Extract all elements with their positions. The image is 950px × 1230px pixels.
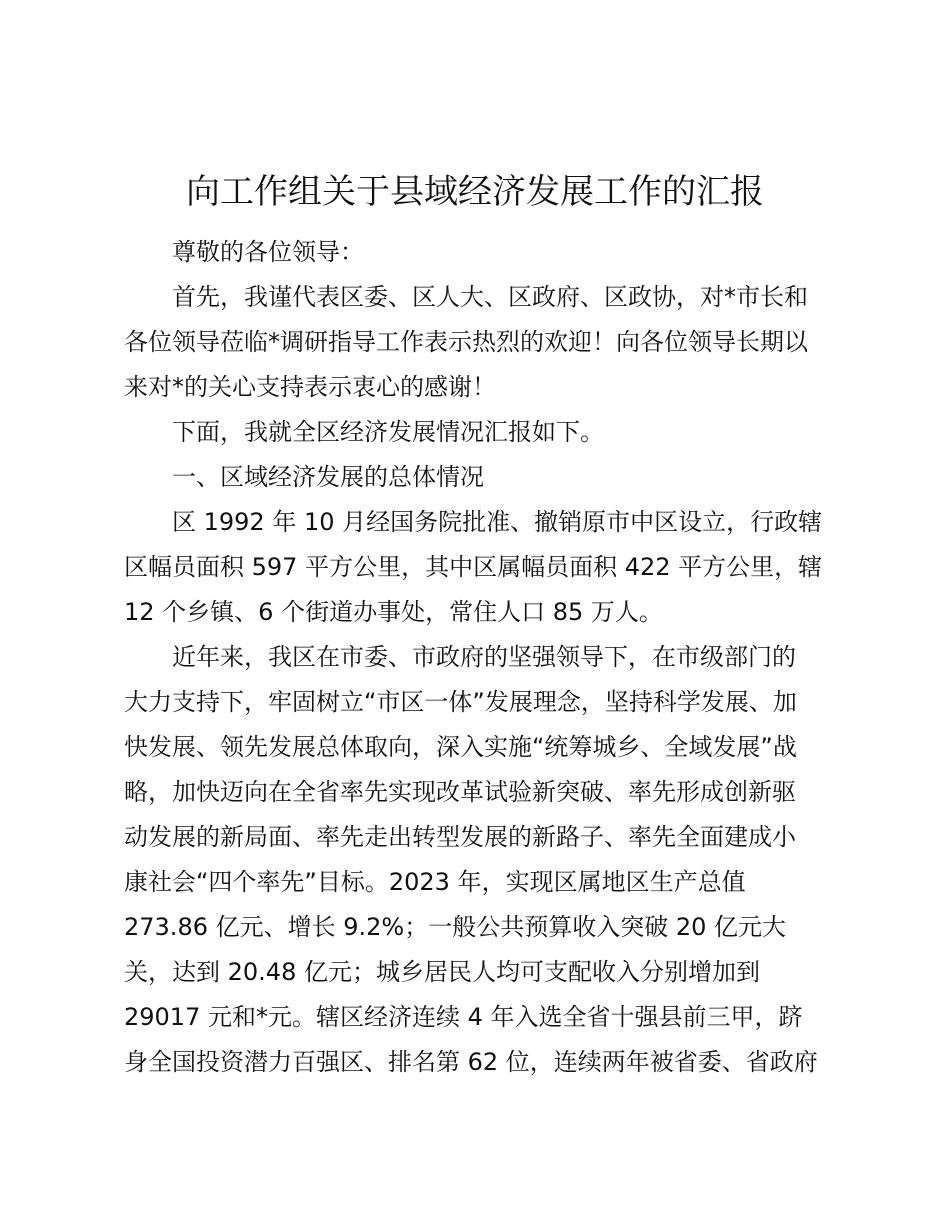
text-line: 273.86 亿元、增长 9.2%；一般公共预算收入突破 20 亿元大 — [124, 913, 787, 941]
text-line: 29017 元和*元。辖区经济连续 4 年入选全省十强县前三甲，跻 — [124, 1003, 803, 1031]
text-line: 略，加快迈向在全省率先实现改革试验新突破、率先形成创新驱 — [124, 778, 796, 806]
text-line: 快发展、领先发展总体取向，深入实施“统筹城乡、全域发展”战 — [124, 733, 797, 761]
text-line: 康社会“四个率先”目标。2023 年，实现区属地区生产总值 — [124, 868, 746, 896]
text-line: 身全国投资潜力百强区、排名第 62 位，连续两年被省委、省政府 — [124, 1048, 818, 1076]
salutation — [124, 230, 836, 275]
document-title: 向工作组关于县域经济发展工作的汇报 — [186, 172, 764, 212]
text-line: 首先，我谨代表区委、区人大、区政府、区政协，对*市长和 — [172, 283, 808, 311]
text-line: 各位领导莅临*调研指导工作表示热烈的欢迎！向各位领导长期以 — [124, 328, 808, 356]
paragraph-intro — [124, 410, 836, 455]
section-heading — [124, 455, 836, 500]
paragraph-development — [124, 635, 836, 1085]
text-line: 区 1992 年 10 月经国务院批准、撤销原市中区设立，行政辖 — [172, 508, 823, 536]
text-line: 关，达到 20.48 亿元；城乡居民人均可支配收入分别增加到 — [124, 958, 760, 986]
text-line: 来对*的关心支持表示衷心的感谢！ — [124, 373, 496, 401]
document-body — [124, 230, 836, 1085]
text-line: 下面，我就全区经济发展情况汇报如下。 — [172, 418, 604, 446]
text-line: 动发展的新局面、率先走出转型发展的新路子、率先全面建成小 — [124, 823, 796, 851]
paragraph-district-overview — [124, 500, 836, 635]
text-line: 尊敬的各位领导： — [172, 238, 364, 266]
text-line: 大力支持下，牢固树立“市区一体”发展理念，坚持科学发展、加 — [124, 688, 797, 716]
text-line: 近年来，我区在市委、市政府的坚强领导下，在市级部门的 — [172, 643, 796, 671]
text-line: 12 个乡镇、6 个街道办事处，常住人口 85 万人。 — [124, 598, 663, 626]
paragraph-welcome — [124, 275, 836, 410]
text-line: 一、区域经济发展的总体情况 — [172, 463, 484, 491]
text-line: 区幅员面积 597 平方公里，其中区属幅员面积 422 平方公里，辖 — [124, 553, 823, 581]
